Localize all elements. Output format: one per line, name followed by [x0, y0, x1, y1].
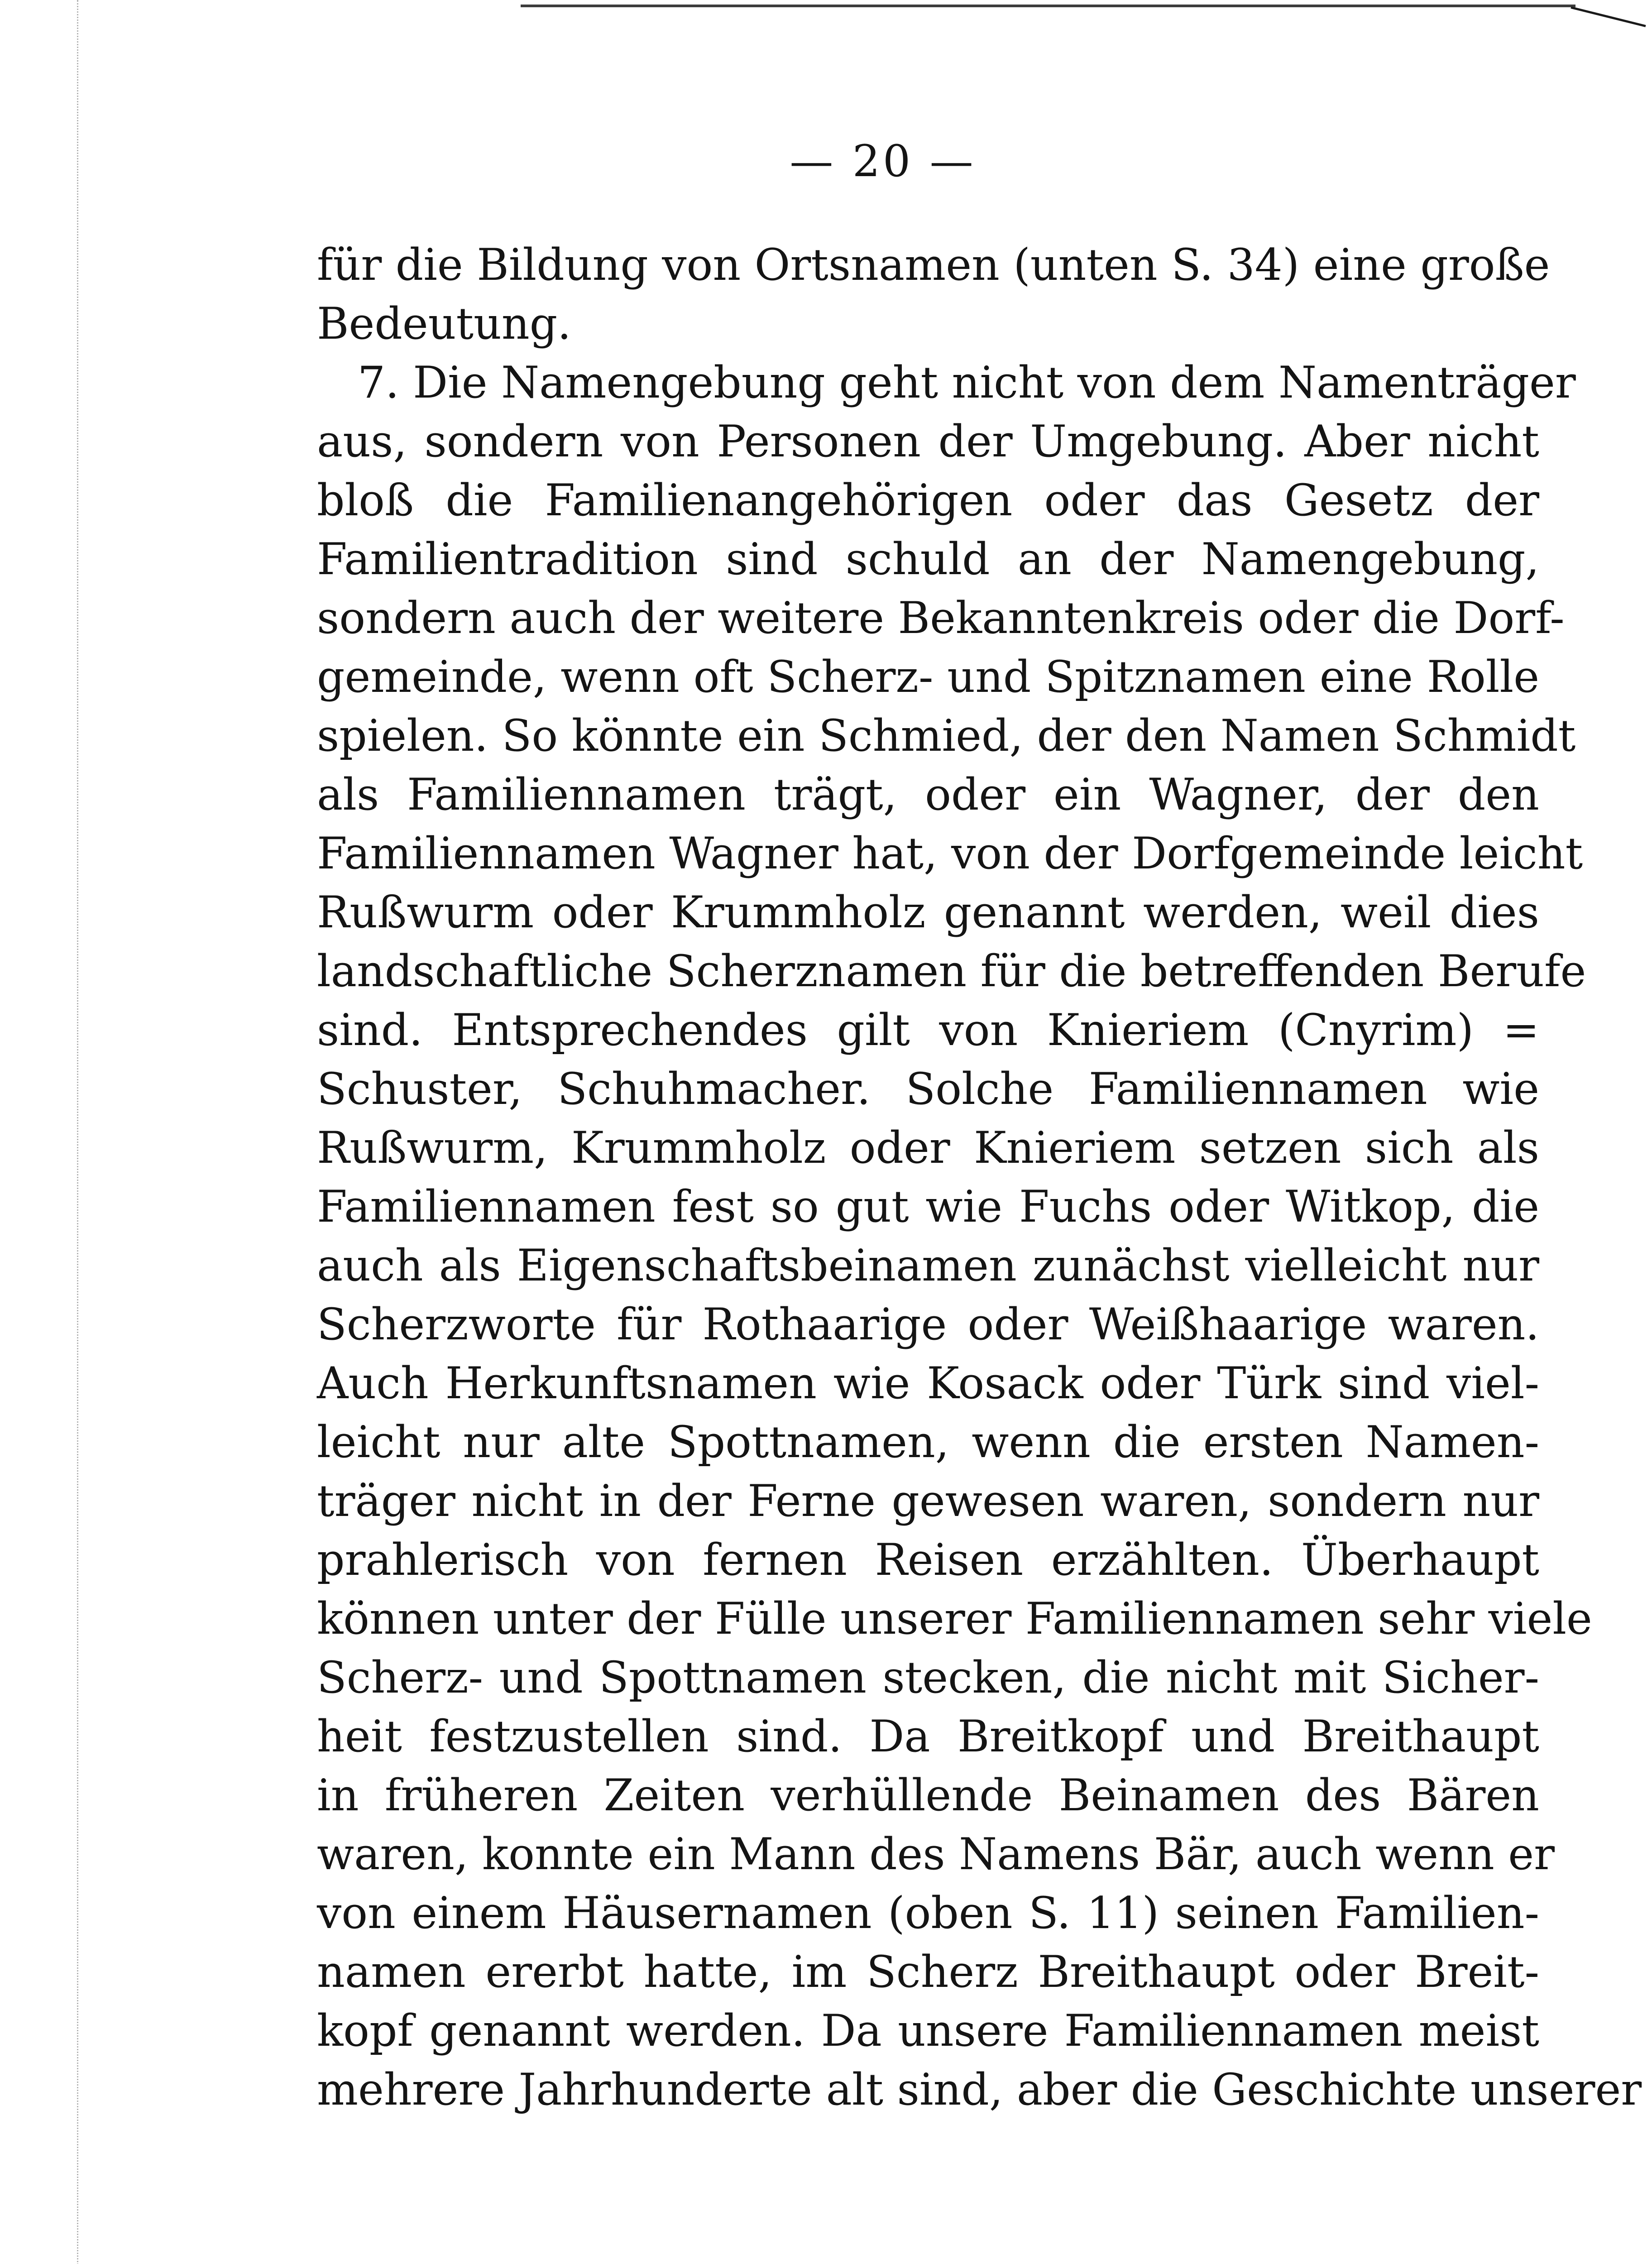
text-line: aus, sondern von Personen der Umgebung. Aber nicht: [317, 416, 1539, 467]
text-line: auch als Eigenschaftsbeinamen zunächst vielleicht nur: [317, 1240, 1539, 1291]
text-line: können unter der Fülle unserer Familiennamen sehr viele: [317, 1593, 1592, 1644]
top-scan-rule: [521, 5, 1575, 7]
text-line: von einem Häusernamen (oben S. 11) seinen Familien-: [317, 1888, 1539, 1938]
text-line: 7. Die Namengebung geht nicht von dem Namenträger: [358, 357, 1576, 408]
body-text: [317, 235, 1642, 2119]
scan-edge-shadow: [0, 0, 78, 2264]
text-line: kopf genannt werden. Da unsere Familiennamen meist: [317, 2005, 1539, 2056]
text-line: Rußwurm, Krummholz oder Knieriem setzen sich als: [317, 1122, 1539, 1173]
text-line: Auch Herkunftsnamen wie Kosack oder Türk sind viel-: [317, 1358, 1539, 1409]
text-line: heit festzustellen sind. Da Breitkopf und Breithaupt: [317, 1711, 1539, 1762]
text-line: Schuster, Schuhmacher. Solche Familiennamen wie: [317, 1064, 1539, 1114]
text-line: Scherzworte für Rothaarige oder Weißhaarige waren.: [317, 1299, 1539, 1350]
top-scan-rule-tail: [1571, 6, 1646, 27]
text-line: Bedeutung.: [317, 298, 571, 349]
text-line: gemeinde, wenn oft Scherz- und Spitznamen eine Rolle: [317, 652, 1539, 702]
text-line: Familiennamen Wagner hat, von der Dorfgemeinde leicht: [317, 828, 1583, 879]
text-line: leicht nur alte Spottnamen, wenn die ersten Namen-: [317, 1417, 1539, 1468]
text-line: sind. Entsprechendes gilt von Knieriem (Cnyrim) =: [317, 1005, 1539, 1055]
text-line: für die Bildung von Ortsnamen (unten S. 34) eine große: [317, 240, 1550, 290]
text-line: Familiennamen fest so gut wie Fuchs oder Witkop, die: [317, 1181, 1539, 1232]
text-line: mehrere Jahrhunderte alt sind, aber die Geschichte unserer: [317, 2064, 1642, 2115]
text-line: in früheren Zeiten verhüllende Beinamen des Bären: [317, 1770, 1539, 1821]
text-line: Scherz- und Spottnamen stecken, die nicht mit Sicher-: [317, 1652, 1539, 1703]
text-line: Familientradition sind schuld an der Namengebung,: [317, 534, 1539, 585]
text-line: prahlerisch von fernen Reisen erzählten. Überhaupt: [317, 1535, 1539, 1585]
text-line: spielen. So könnte ein Schmied, der den Namen Schmidt: [317, 710, 1576, 761]
text-line: waren, konnte ein Mann des Namens Bär, auch wenn er: [317, 1829, 1555, 1880]
text-line: sondern auch der weitere Bekanntenkreis oder die Dorf-: [317, 593, 1565, 643]
text-line: landschaftliche Scherznamen für die betreffenden Berufe: [317, 946, 1586, 997]
text-line: als Familiennamen trägt, oder ein Wagner, der den: [317, 769, 1539, 820]
page-number: — 20 —: [790, 136, 976, 187]
text-line: bloß die Familienangehörigen oder das Gesetz der: [317, 475, 1539, 526]
text-line: Rußwurm oder Krummholz genannt werden, weil dies: [317, 887, 1539, 938]
text-line: namen ererbt hatte, im Scherz Breithaupt oder Breit-: [317, 1947, 1539, 1997]
text-line: träger nicht in der Ferne gewesen waren, sondern nur: [317, 1476, 1539, 1526]
